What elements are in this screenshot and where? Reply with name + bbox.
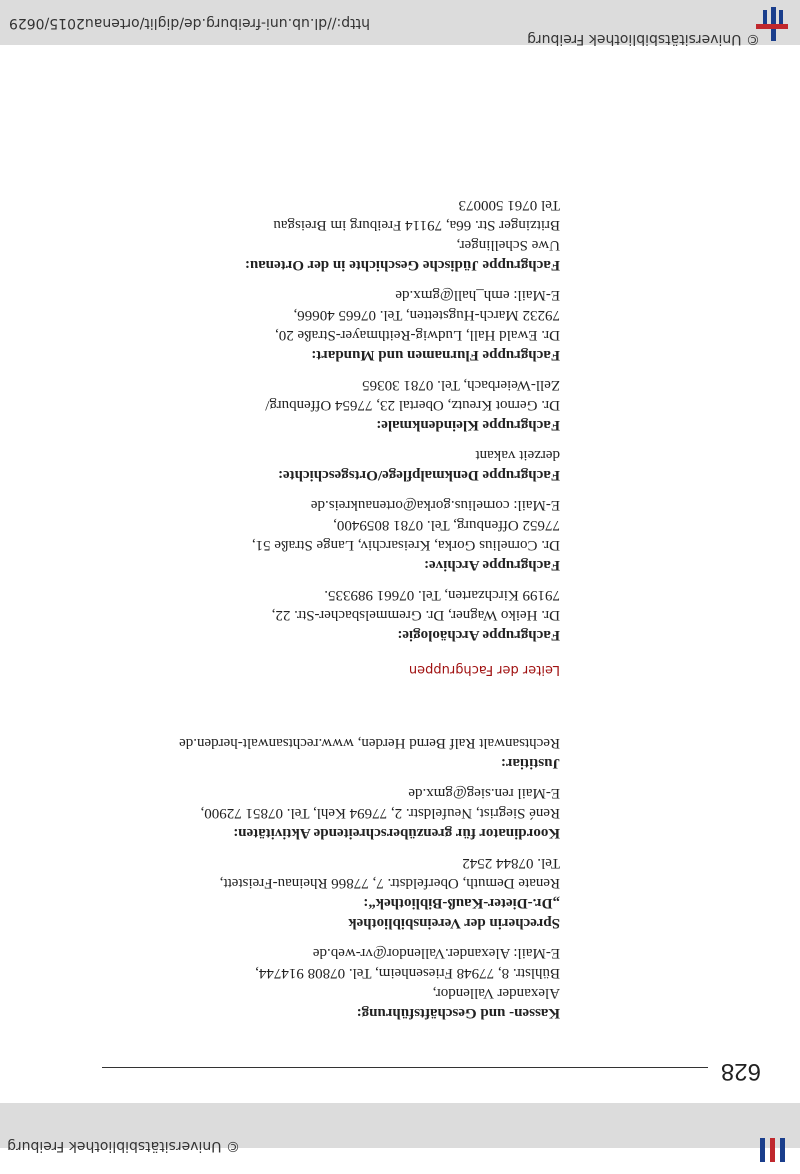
text-line: derzeit vakant	[475, 447, 560, 463]
header-rule	[102, 1067, 708, 1068]
text-line: Bühlstr. 8, 77948 Friesenheim, Tel. 07808 914744,	[255, 965, 560, 981]
group-flurnamen	[20, 285, 560, 365]
text-line: Renate Demuth, Oberfeldstr. 7, 77866 Rheinau-Freistett,	[219, 875, 560, 891]
footer-copyright: © Universitätsbibliothek Freiburg	[527, 31, 760, 47]
header-copyright: © Universitätsbibliothek Freiburg	[7, 1138, 240, 1154]
group-archive	[20, 495, 560, 575]
text-line: 77652 Offenburg, Tel. 0781 8059400,	[333, 517, 560, 533]
header-bar	[0, 1103, 800, 1154]
text-line: Britzinger Str. 66a, 79114 Freiburg im Breisgau	[273, 217, 560, 233]
university-logo	[752, 7, 792, 43]
text-line: Tel 0761 500073	[458, 197, 560, 213]
text-line: 79232 March-Hugstetten, Tel. 07665 40666,	[293, 307, 560, 323]
group-juedische-geschichte	[20, 195, 560, 275]
text-line: René Siegrist, Neufeldstr. 2, 77694 Kehl, Tel. 07851 72900,	[200, 805, 560, 821]
section-title: Leiter der Fachgruppen	[408, 662, 560, 677]
text-line: Alexander Vallendor,	[432, 985, 560, 1001]
text-line: E-Mail ren.sieg@gmx.de	[408, 785, 560, 801]
block-bibliothek	[20, 853, 560, 933]
text-line: E-Mail: cornelius.gorka@ortenaukreis.de	[310, 497, 560, 513]
heading: Fachgruppe Kleindenkmale:	[376, 417, 560, 433]
heading: Fachgruppe Denkmalpflege/Ortsgeschichte:	[277, 467, 560, 483]
heading: Sprecherin der Vereinsbibliothek	[348, 915, 560, 931]
heading: Fachgruppe Flurnamen und Mundart:	[311, 347, 560, 363]
heading: Koordinator für grenzüberschreitende Aktivitäten:	[233, 825, 560, 841]
text-line: E-Mail: Alexander.Vallendor@vr-web.de	[312, 945, 560, 961]
page-content	[20, 195, 560, 1023]
text-line: 79199 Kirchzarten, Tel. 07661 989335.	[324, 587, 560, 603]
text-line: Rechtsanwalt Ralf Bernd Herden, www.rechtsanwalt-herden.de	[179, 735, 560, 751]
group-kleindenkmale	[20, 375, 560, 435]
heading: Fachgruppe Jüdische Geschichte in der Ortenau:	[244, 257, 560, 273]
heading: Fachgruppe Archive:	[424, 557, 560, 573]
footer-bar	[0, 0, 800, 45]
block-justitiar	[20, 733, 560, 773]
text-line: Zell-Weierbach, Tel. 0781 30365	[362, 377, 560, 393]
page-number: 628	[720, 1058, 761, 1085]
text-line: Tel. 07844 2542	[462, 855, 560, 871]
group-archaeologie	[20, 585, 560, 645]
text-line: Dr. Ewald Hall, Ludwig-Reithmayer-Straße 20,	[274, 327, 560, 343]
text-line: E-Mail: emh_hall@gmx.de	[395, 287, 560, 303]
group-denkmalpflege	[20, 445, 560, 485]
block-kasse	[20, 943, 560, 1023]
heading: „Dr.-Dieter-Kauß-Bibliothek“:	[363, 895, 560, 911]
heading: Justitiar:	[500, 755, 560, 771]
text-line: Dr. Gernot Kreutz, Obertal 23, 77654 Offenburg/	[265, 397, 560, 413]
footer-url[interactable]: http://dl.ub.uni-freiburg.de/diglit/ortenau2015/0629	[8, 15, 370, 31]
heading: Fachgruppe Archäologie:	[397, 627, 560, 643]
text-line: Uwe Schellinger,	[456, 237, 560, 253]
text-line: Dr. Heiko Wagner, Dr. Gremmelsbacher-Str. 22,	[271, 607, 560, 623]
university-logo	[752, 1138, 792, 1174]
block-koordinator	[20, 783, 560, 843]
heading: Kassen- und Geschäftsführung:	[356, 1005, 560, 1021]
text-line: Dr. Cornelius Gorka, Kreisarchiv, Lange Straße 51,	[251, 537, 560, 553]
